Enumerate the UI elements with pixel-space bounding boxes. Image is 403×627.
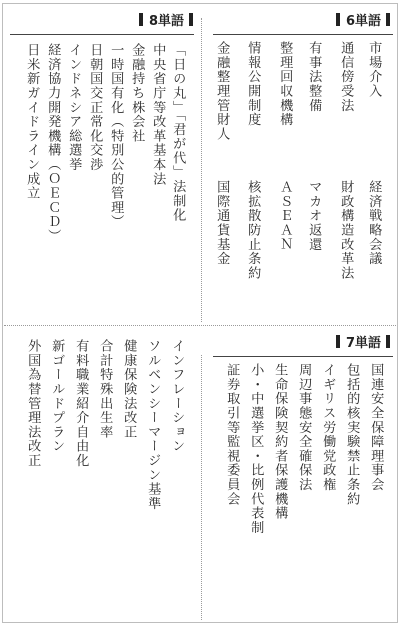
term-bl-5: 有料職業紹介自由化	[73, 339, 89, 468]
term-6-bottom-3: マカオ返還	[306, 180, 322, 252]
header-8-words	[10, 10, 193, 28]
term-bl-7: 外国為替管理法改正	[25, 339, 41, 468]
term-6-bottom-4: ＡＳＥＡＮ	[277, 180, 293, 252]
header-label: 6単語	[345, 13, 381, 29]
term-bl-3: 健康保険法改正	[121, 339, 137, 440]
term-bl-4: 合計特殊出生率	[97, 339, 113, 440]
header-bar-left	[336, 13, 340, 26]
term-bl-6: 新ゴールドプラン	[49, 339, 65, 454]
term-7-7: 証券取引等監視委員会	[224, 363, 240, 506]
term-bl-1: インフレーション	[169, 339, 185, 454]
term-8-5: 日朝国交正常化交渉	[87, 43, 103, 172]
term-6-top-4: 整理回収機構	[277, 41, 293, 127]
column-divider-bottom	[201, 355, 202, 620]
header-label: 8単語	[148, 13, 184, 29]
term-7-2: 包括的核実験禁止条約	[344, 363, 360, 506]
term-8-7: 経済協力開発機構（ＯＥＣＤ）	[45, 43, 61, 244]
header-bar-left	[139, 13, 143, 26]
term-7-6: 小・中選挙区・比例代表制	[248, 363, 264, 535]
term-8-8: 日米新ガイドライン成立	[24, 43, 40, 201]
term-7-1: 国連安全保障理事会	[368, 363, 384, 492]
header-bar-right	[386, 13, 390, 26]
header-bar-right	[189, 13, 193, 26]
term-6-bottom-1: 経済戦略会議	[366, 180, 382, 266]
header-bar-right	[386, 335, 390, 348]
term-6-top-2: 通信傍受法	[338, 41, 354, 113]
term-6-top-3: 有事法整備	[306, 41, 322, 113]
term-bl-2: ソルベンシーマージン基準	[145, 339, 161, 511]
term-8-4: 一時国有化（特別公的管理）	[108, 43, 124, 229]
term-6-top-6: 金融整理管財人	[214, 41, 230, 142]
header-label: 7単語	[345, 335, 381, 351]
header-rule-7	[213, 356, 393, 357]
term-6-top-1: 市場介入	[366, 41, 382, 99]
header-7-words	[210, 332, 390, 350]
header-bar-left	[336, 335, 340, 348]
term-7-4: 周辺事態安全確保法	[296, 363, 312, 492]
term-7-5: 生命保険契約者保護機構	[272, 363, 288, 521]
term-8-6: インドネシア総選挙	[66, 43, 82, 172]
term-6-top-5: 情報公開制度	[245, 41, 261, 127]
term-6-bottom-2: 財政構造改革法	[338, 180, 354, 281]
term-6-bottom-5: 核拡散防止条約	[245, 180, 261, 281]
term-8-1: 「日の丸」「君が代」法制化	[170, 43, 186, 223]
column-divider-top	[201, 18, 202, 322]
header-6-words	[210, 10, 390, 28]
header-rule-6	[213, 34, 393, 35]
term-7-3: イギリス労働党政権	[320, 363, 336, 492]
header-rule-8	[10, 34, 194, 35]
term-6-bottom-6: 国際通貨基金	[214, 180, 230, 266]
term-8-2: 中央省庁等改革基本法	[150, 43, 166, 186]
term-8-3: 金融持ち株会社	[129, 43, 145, 144]
row-divider	[4, 325, 396, 326]
